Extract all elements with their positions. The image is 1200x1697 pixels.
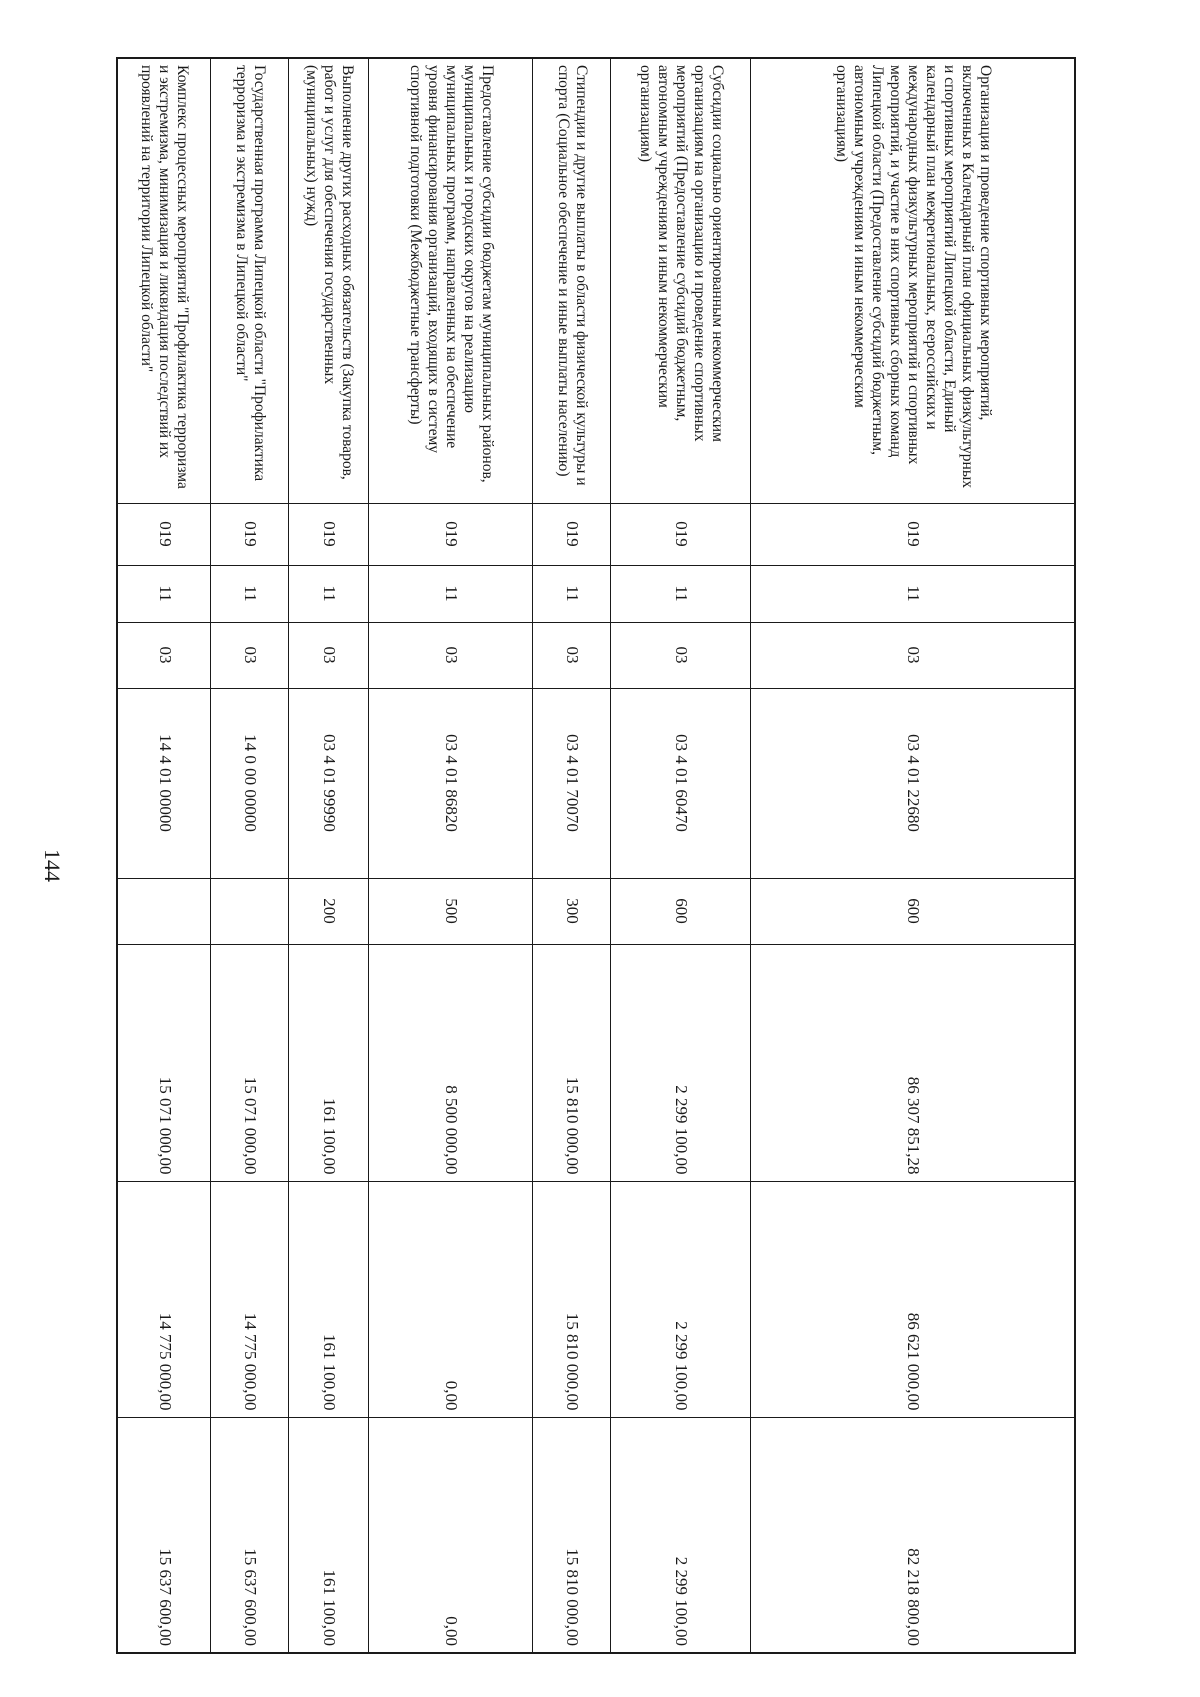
subsection-code: 03 [211,622,289,688]
subsection-code: 03 [751,622,1075,688]
target-article: 03 4 01 86820 [369,688,533,878]
sum-year-3: 161 100,00 [289,1417,369,1653]
row-description: Организация и проведение спортивных мероприятий, включенных в Календарный план официальных физкультурных и спортивных мероприятий Липецкой области, Единый календарный план межрегиональных, всероссийских и международных физкультурных мероприятий и спортивных мероприятий, и участие в них спортивных сборных команд Липецкой области (Предоставление субсидий бюджетным, автономным учреждениям и иным некоммерческим организациям) [751,58,1075,503]
sum-year-2: 0,00 [369,1181,533,1417]
sum-year-3: 15 637 600,00 [117,1417,211,1653]
ministry-code: 019 [117,503,211,565]
expense-type [117,878,211,944]
sum-year-3: 15 810 000,00 [533,1417,611,1653]
sum-year-1: 86 307 851,28 [751,944,1075,1181]
target-article: 03 4 01 99990 [289,688,369,878]
ministry-code: 019 [369,503,533,565]
section-code: 11 [611,565,751,622]
row-description: Выполнение других расходных обязательств (Закупка товаров, работ и услуг для обеспечения государственных (муниципальных) нужд) [289,58,369,503]
subsection-code: 03 [533,622,611,688]
section-code: 11 [289,565,369,622]
subsection-code: 03 [369,622,533,688]
ministry-code: 019 [289,503,369,565]
target-article: 03 4 01 70070 [533,688,611,878]
target-article: 14 4 01 00000 [117,688,211,878]
target-article: 14 0 00 00000 [211,688,289,878]
expense-type: 300 [533,878,611,944]
expense-type: 500 [369,878,533,944]
sum-year-3: 0,00 [369,1417,533,1653]
section-code: 11 [211,565,289,622]
ministry-code: 019 [611,503,751,565]
sum-year-1: 161 100,00 [289,944,369,1181]
expense-type: 600 [751,878,1075,944]
section-code: 11 [117,565,211,622]
sum-year-3: 15 637 600,00 [211,1417,289,1653]
table-row [751,58,1075,1653]
sum-year-2: 2 299 100,00 [611,1181,751,1417]
subsection-code: 03 [289,622,369,688]
sum-year-1: 8 500 000,00 [369,944,533,1181]
page-number: 144 [40,849,65,882]
row-description: Государственная программа Липецкой области "Профилактика терроризма и экстремизма в Липецкой области" [211,58,289,503]
sum-year-1: 15 810 000,00 [533,944,611,1181]
section-code: 11 [751,565,1075,622]
budget-table [116,57,1076,1654]
expense-type: 600 [611,878,751,944]
target-article: 03 4 01 60470 [611,688,751,878]
target-article: 03 4 01 22680 [751,688,1075,878]
sum-year-2: 15 810 000,00 [533,1181,611,1417]
sum-year-1: 2 299 100,00 [611,944,751,1181]
sum-year-1: 15 071 000,00 [211,944,289,1181]
table-row [533,58,611,1653]
row-description: Субсидии социально ориентированным некоммерческим организациям на организацию и проведение спортивных мероприятий (Предоставление субсидий бюджетным, автономным учреждениям и иным некоммерческим организациям) [611,58,751,503]
ministry-code: 019 [751,503,1075,565]
subsection-code: 03 [611,622,751,688]
sum-year-2: 14 775 000,00 [117,1181,211,1417]
row-description: Комплекс процессных мероприятий "Профилактика терроризма и экстремизма, минимизация и ликвидация последствий их проявлений на территории Липецкой области" [117,58,211,503]
sum-year-3: 2 299 100,00 [611,1417,751,1653]
table-row [117,58,211,1653]
expense-type [211,878,289,944]
section-code: 11 [369,565,533,622]
sum-year-3: 82 218 800,00 [751,1417,1075,1653]
ministry-code: 019 [533,503,611,565]
row-description: Стипендии и другие выплаты в области физической культуры и спорта (Социальное обеспечение и иные выплаты населению) [533,58,611,503]
table-row [611,58,751,1653]
row-description: Предоставление субсидии бюджетам муниципальных районов, муниципальных и городских округов на реализацию муниципальных программ, направленных на обеспечение уровня финансирования организаций, входящих в систему спортивной подготовки (Межбюджетные трансферты) [369,58,533,503]
sum-year-2: 86 621 000,00 [751,1181,1075,1417]
sum-year-1: 15 071 000,00 [117,944,211,1181]
table-row [369,58,533,1653]
expense-type: 200 [289,878,369,944]
budget-table-rotated [118,57,1076,1652]
section-code: 11 [533,565,611,622]
table-row [289,58,369,1653]
subsection-code: 03 [117,622,211,688]
sum-year-2: 14 775 000,00 [211,1181,289,1417]
sum-year-2: 161 100,00 [289,1181,369,1417]
ministry-code: 019 [211,503,289,565]
table-row [211,58,289,1653]
